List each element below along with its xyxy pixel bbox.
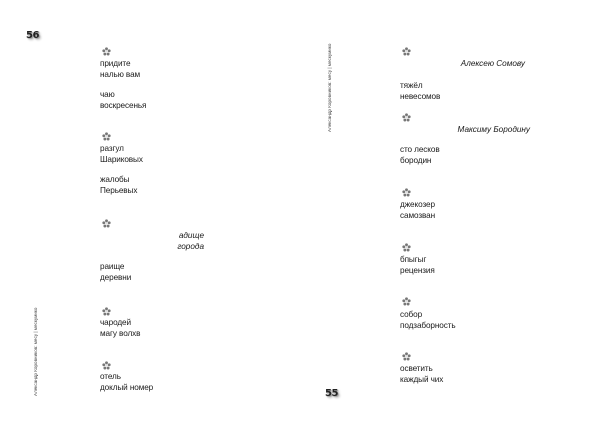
verse-line: бородин [400, 155, 432, 165]
poem-stanza [400, 145, 440, 166]
verse-line: магу волхв [100, 328, 141, 338]
poem-dedication: Алексею Сомову [460, 59, 525, 68]
verse-line: сто лесков [400, 145, 440, 154]
verse-line: осветить [400, 364, 433, 373]
poem-stanza [100, 372, 153, 393]
verse-line: города [177, 241, 204, 251]
verse-line: тяжёл [400, 81, 423, 90]
verse-line: рецензия [400, 265, 435, 275]
flower-ornament-icon [402, 113, 411, 122]
poem-stanza [100, 59, 140, 80]
flower-ornament-icon [102, 132, 111, 141]
verse-line: самозван [400, 210, 436, 220]
verse-line: Шариковых [100, 154, 143, 164]
poem-stanza [400, 81, 440, 102]
verse-line: чародей [100, 318, 131, 327]
verse-line: придите [100, 59, 131, 68]
running-head: Александр Коровников: месу | мескумико [33, 307, 38, 396]
flower-ornament-icon [102, 307, 111, 316]
flower-ornament-icon [102, 361, 111, 370]
poem-stanza [400, 255, 435, 276]
poem-dedication: Максиму Бородину [457, 125, 530, 134]
poem-stanza [400, 200, 435, 221]
flower-ornament-icon [402, 47, 411, 56]
verse-line: адище [178, 231, 204, 240]
flower-ornament-icon [102, 47, 111, 56]
poem-stanza [100, 318, 140, 339]
flower-ornament-icon [402, 352, 411, 361]
verse-line: раище [100, 262, 125, 271]
poem-stanza [100, 144, 143, 165]
right-page [300, 0, 600, 425]
poem-stanza [400, 310, 456, 331]
page-number: 55 [325, 388, 338, 399]
page-number: 56 [26, 30, 39, 41]
verse-line: бпыгыг [400, 255, 427, 264]
verse-line: подзаборность [400, 320, 456, 330]
verse-line: каждый чих [400, 374, 444, 384]
poem-stanza [400, 364, 443, 385]
verse-line: невесомов [400, 91, 441, 101]
verse-line: жалобы [100, 175, 130, 184]
flower-ornament-icon [402, 297, 411, 306]
poem-dedication [160, 231, 204, 252]
poem-stanza [100, 90, 146, 111]
poem-stanza [100, 262, 131, 283]
poem-stanza [100, 175, 137, 196]
verse-line: доклый номер [100, 382, 154, 392]
verse-line: воскресенья [100, 100, 147, 110]
verse-line: налью вам [100, 69, 141, 79]
verse-line: джекозер [400, 200, 435, 209]
flower-ornament-icon [402, 188, 411, 197]
verse-line: Перьевых [100, 185, 138, 195]
verse-line: собор [400, 310, 423, 319]
verse-line: деревни [100, 272, 132, 282]
verse-line: чаю [100, 90, 115, 99]
flower-ornament-icon [102, 219, 111, 228]
verse-line: отель [100, 372, 121, 381]
running-head: Александр Коровников: месу | мескумико [327, 43, 332, 132]
flower-ornament-icon [402, 243, 411, 252]
verse-line: разгул [100, 144, 124, 153]
